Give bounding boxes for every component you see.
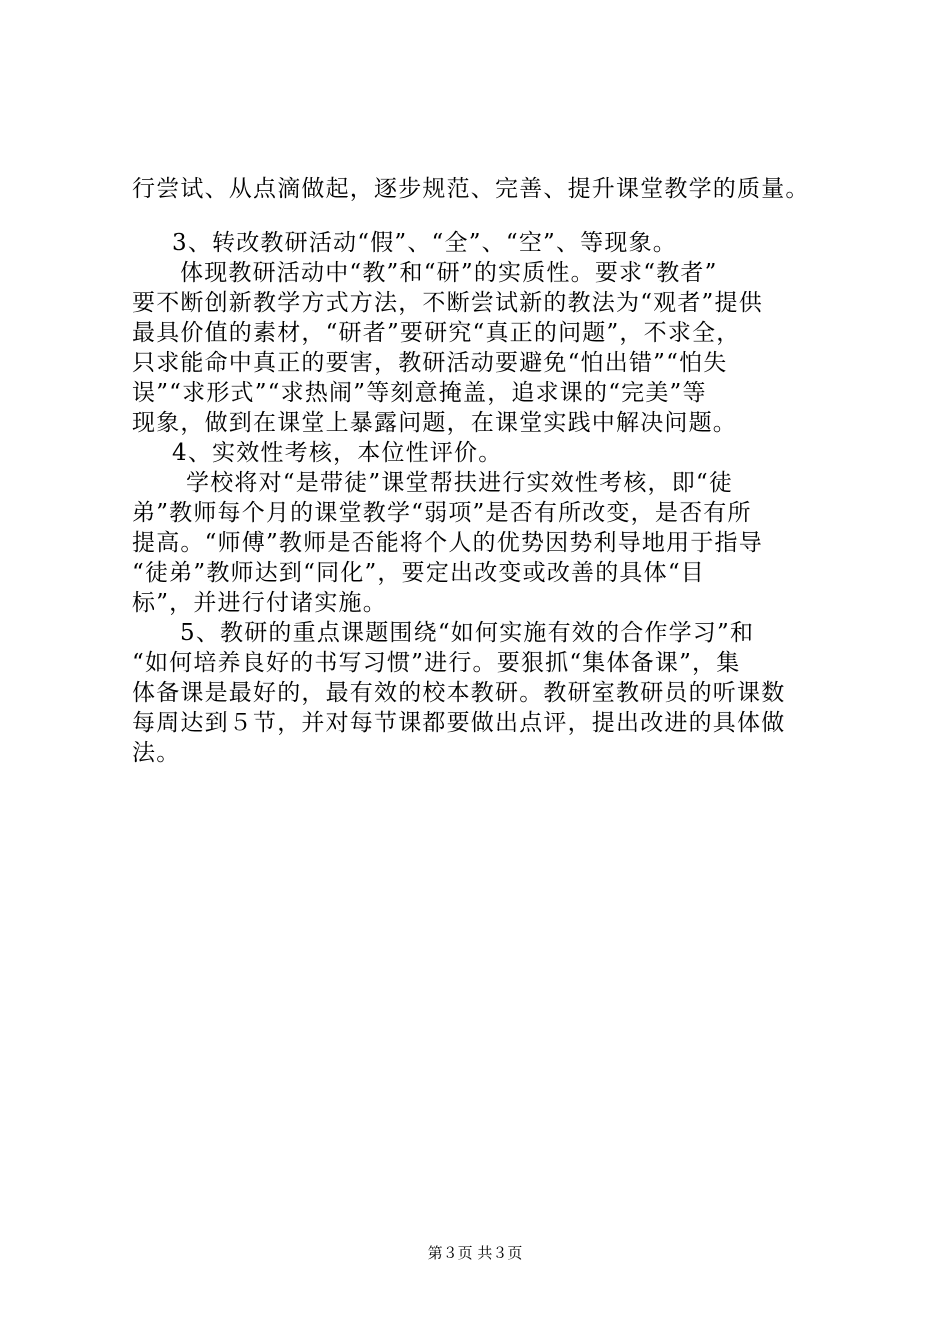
text-line: 每周达到５节，并对每节课都要做出点评，提出改进的具体做 (132, 710, 786, 736)
text-line: 行尝试、从点滴做起，逐步规范、完善、提升课堂教学的质量。 (132, 176, 810, 202)
section-heading-3: 3、转改教研活动“假”、“全”、“空”、等现象。 (172, 230, 677, 256)
text-line: “如何培养良好的书写习惯”进行。要狠抓“集体备课”，集 (132, 650, 741, 676)
text-line: 弟”教师每个月的课堂教学“弱项”是否有所改变，是否有所 (132, 500, 752, 526)
text-line: 最具价值的素材，“研者”要研究“真正的问题”，不求全， (132, 320, 741, 346)
text-line: 学校将对“是带徒”课堂帮扶进行实效性考核，即“徒 (186, 470, 734, 496)
text-line: 提高。“师傅”教师是否能将个人的优势因势利导地用于指导 (132, 530, 763, 556)
section-heading-4: 4、实效性考核，本位性评价。 (172, 440, 503, 466)
section-heading-5: 5、教研的重点课题围绕“如何实施有效的合作学习”和 (180, 620, 755, 646)
text-line: “徒弟”教师达到“同化”，要定出改变或改善的具体“目 (132, 560, 705, 586)
page-number-footer: 第３页 共３页 (427, 1244, 523, 1262)
text-line: 标”，并进行付诸实施。 (132, 590, 387, 616)
text-line: 法。 (132, 740, 181, 766)
document-body (132, 174, 842, 768)
text-line: 误”“求形式”“求热闹”等刻意掩盖，追求课的“完美”等 (132, 380, 707, 406)
text-line: 体现教研活动中“教”和“研”的实质性。要求“教者” (180, 260, 718, 286)
text-line: 现象，做到在课堂上暴露问题，在课堂实践中解决问题。 (132, 410, 737, 436)
text-line: 体备课是最好的，最有效的校本教研。教研室教研员的听课数 (132, 680, 786, 706)
text-line: 只求能命中真正的要害，教研活动要避免“怕出错”“怕失 (132, 350, 728, 376)
paragraph-gap (132, 204, 842, 228)
text-line: 要不断创新教学方式方法，不断尝试新的教法为“观者”提供 (132, 290, 763, 316)
